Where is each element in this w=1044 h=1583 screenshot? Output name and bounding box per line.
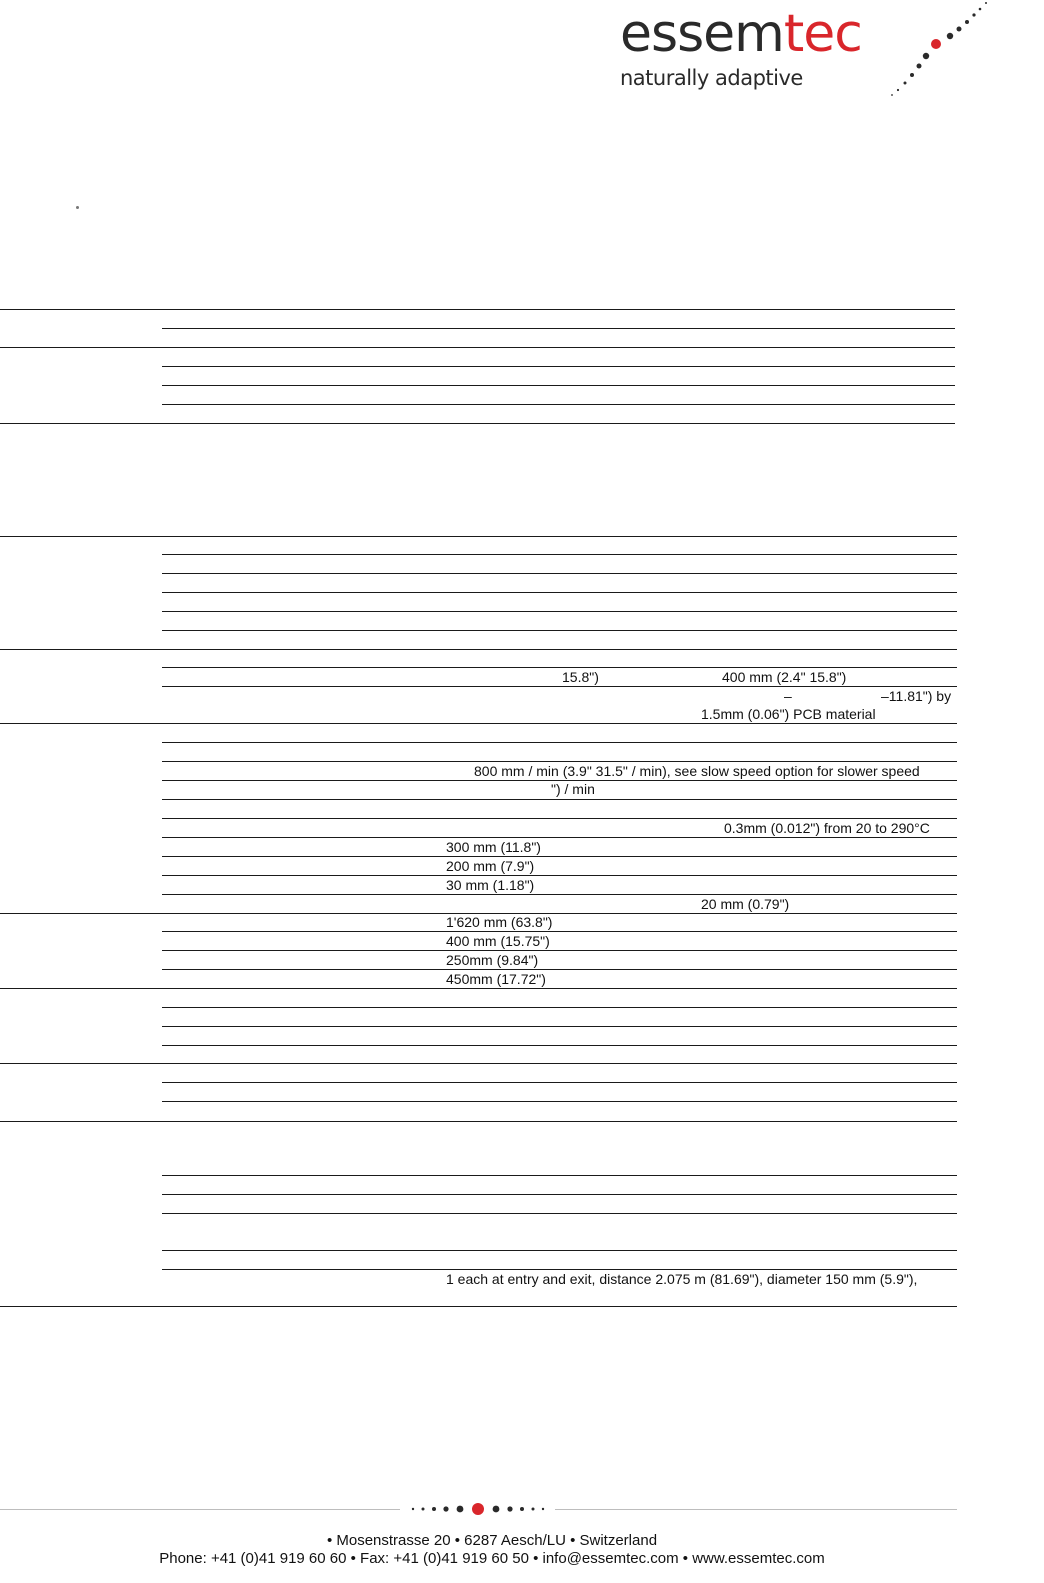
machine-dimension: 450mm (17.72") xyxy=(446,971,546,987)
table-rule xyxy=(162,328,955,329)
pcb-width-range: 400 mm (2.4" 15.8") xyxy=(722,669,847,685)
essemtec-logo xyxy=(620,0,1000,100)
dimension-value: 30 mm (1.18") xyxy=(446,877,535,893)
footer-contact: Phone: +41 (0)41 919 60 60 • Fax: +41 (0)41 919 60 50 • info@essemtec.com • www.essemtec.com xyxy=(159,1550,825,1567)
table-rule xyxy=(162,894,957,895)
table-rule xyxy=(0,723,957,724)
table-rule xyxy=(162,1194,957,1195)
footer-dots-icon xyxy=(405,1500,555,1518)
table-rule xyxy=(162,385,955,386)
conveyor-speed-min: ") / min xyxy=(551,781,595,797)
table-rule xyxy=(162,837,957,838)
footer-divider-right xyxy=(555,1509,957,1510)
dimension-value: 200 mm (7.9") xyxy=(446,858,535,874)
pcb-length-dash: – xyxy=(784,688,792,704)
table-rule xyxy=(162,1213,957,1214)
table-rule xyxy=(162,742,957,743)
table-rule xyxy=(0,536,957,537)
table-rule xyxy=(162,969,957,970)
conveyor-speed: 800 mm / min (3.9" 31.5" / min), see slow speed option for slower speed xyxy=(474,763,920,779)
table-rule xyxy=(0,988,957,989)
machine-dimension: 250mm (9.84") xyxy=(446,952,539,968)
table-rule xyxy=(162,856,957,857)
pcb-material: 1.5mm (0.06") PCB material xyxy=(701,706,876,722)
table-rule xyxy=(0,309,955,310)
table-rule xyxy=(0,347,955,348)
table-rule xyxy=(162,1082,957,1083)
table-rule xyxy=(0,1121,957,1122)
dimension-value: 300 mm (11.8") xyxy=(446,839,541,855)
table-rule xyxy=(0,423,955,424)
table-rule xyxy=(162,1026,957,1027)
table-rule xyxy=(162,1045,957,1046)
machine-dimension: 1'620 mm (63.8") xyxy=(446,914,553,930)
exhaust-spec: 1 each at entry and exit, distance 2.075 m (81.69"), diameter 150 mm (5.9"), xyxy=(446,1271,918,1287)
table-rule xyxy=(162,554,957,555)
table-rule xyxy=(0,1306,957,1307)
footer-divider-left xyxy=(0,1509,400,1510)
bullet-dot xyxy=(76,206,79,209)
table-rule xyxy=(162,404,955,405)
logo-dots-icon xyxy=(620,0,1000,100)
logo-wordmark-part2: tec xyxy=(783,4,862,64)
pcb-length-tail: –11.81") by xyxy=(881,688,952,704)
machine-dimension: 400 mm (15.75") xyxy=(446,933,550,949)
table-rule xyxy=(0,1063,957,1064)
pcb-width-partial: 15.8") xyxy=(562,669,599,685)
table-rule xyxy=(162,1175,957,1176)
table-rule xyxy=(162,931,957,932)
temperature-accuracy: 0.3mm (0.012") from 20 to 290°C xyxy=(724,820,930,836)
table-rule xyxy=(162,799,957,800)
table-rule xyxy=(0,649,957,650)
table-rule xyxy=(162,611,957,612)
table-rule xyxy=(162,573,957,574)
table-rule xyxy=(162,592,957,593)
table-rule xyxy=(162,875,957,876)
table-rule xyxy=(162,1250,957,1251)
table-rule xyxy=(162,950,957,951)
logo-tagline: naturally adaptive xyxy=(620,66,803,90)
table-rule xyxy=(162,1101,957,1102)
table-rule xyxy=(162,366,955,367)
table-rule xyxy=(162,1007,957,1008)
dimension-value: 20 mm (0.79") xyxy=(701,896,790,912)
footer-address: • Mosenstrasse 20 • 6287 Aesch/LU • Switzerland xyxy=(326,1532,658,1549)
logo-wordmark-part1: essem xyxy=(620,4,784,64)
table-rule xyxy=(162,630,957,631)
table-rule xyxy=(162,686,957,687)
